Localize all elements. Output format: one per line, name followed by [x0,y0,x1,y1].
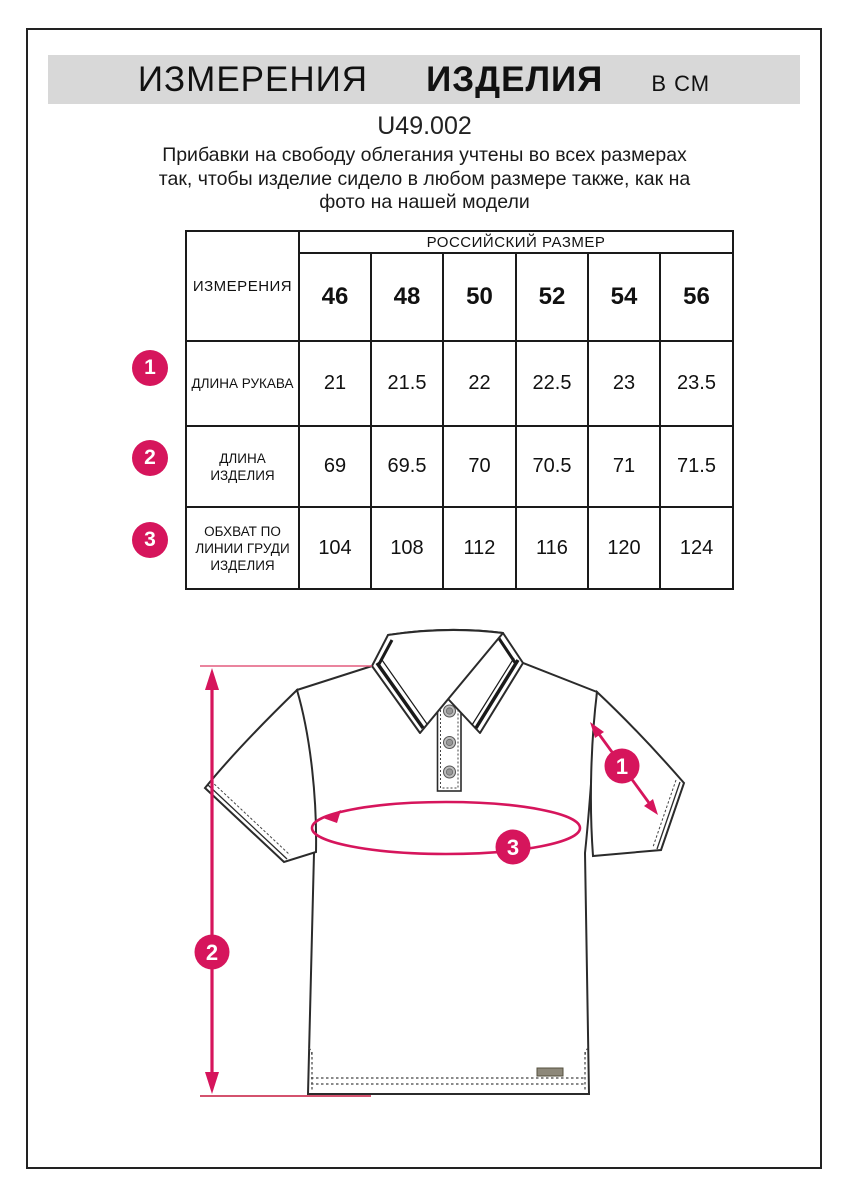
value-cell: 71.5 [660,426,733,507]
value-cell: 69.5 [371,426,443,507]
row-label: ДЛИНА РУКАВА [186,341,299,426]
title-measurements: ИЗМЕРЕНИЯ [137,60,369,99]
size-col-header: 52 [516,253,588,341]
size-col-header: 48 [371,253,443,341]
value-cell: 22 [443,341,516,426]
placket-buttons [444,705,456,778]
left-sleeve [205,690,316,862]
value-cell: 104 [299,507,371,589]
value-cell: 116 [516,507,588,589]
intro-line-1: Прибавки на свободу облегания учтены во всех размерах [162,144,687,166]
value-cell: 70.5 [516,426,588,507]
arrowhead-down [205,1072,219,1094]
row-badge-2: 2 [132,440,168,476]
row-badge-1: 1 [132,350,168,386]
svg-text:2: 2 [205,940,219,965]
length-arrow [205,668,219,1094]
title-product: ИЗДЕЛИЯ [426,60,604,99]
hem-label-tag [537,1068,563,1076]
value-cell: 71 [588,426,660,507]
value-cell: 108 [371,507,443,589]
title-units: В СМ [651,71,711,96]
row-badge-3: 3 [132,522,168,558]
size-col-header: 50 [443,253,516,341]
arrowhead-up [205,668,219,690]
row-label: ОБХВАТ ПО ЛИНИИ ГРУДИ ИЗДЕЛИЯ [186,507,299,589]
marker-sleeve-length [605,749,640,784]
value-cell: 21 [299,341,371,426]
measure-header-cell: ИЗМЕРЕНИЯ [186,231,299,341]
svg-text:1: 1 [615,754,629,779]
size-col-header: 54 [588,253,660,341]
value-cell: 120 [588,507,660,589]
value-cell: 69 [299,426,371,507]
marker-item-length [195,935,230,970]
product-code: U49.002 [377,112,472,140]
row-label: ДЛИНА ИЗДЕЛИЯ [186,426,299,507]
value-cell: 112 [443,507,516,589]
value-cell: 21.5 [371,341,443,426]
value-cell: 70 [443,426,516,507]
button [446,708,452,714]
value-cell: 22.5 [516,341,588,426]
intro-line-2: так, чтобы изделие сидело в любом размере также, как на [158,167,691,190]
value-cell: 23 [588,341,660,426]
size-col-header: 46 [299,253,371,341]
value-cell: 124 [660,507,733,589]
size-col-header: 56 [660,253,733,341]
marker-chest-girth [496,830,531,865]
button [446,769,452,775]
button [446,739,452,745]
svg-text:3: 3 [506,835,520,860]
intro-line-3: фото на нашей модели [319,191,530,213]
value-cell: 23.5 [660,341,733,426]
size-group-header-cell: РОССИЙСКИЙ РАЗМЕР [299,231,733,253]
